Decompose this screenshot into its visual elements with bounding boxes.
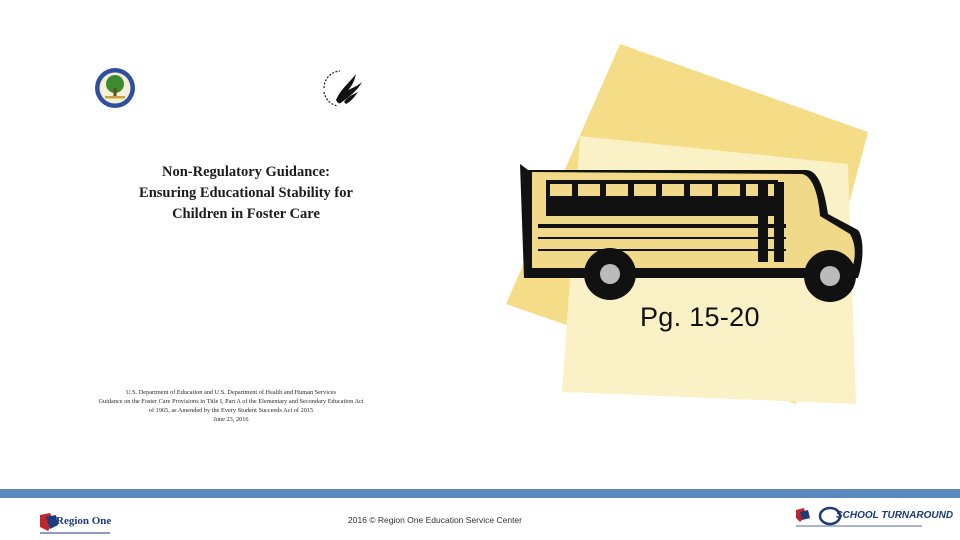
- hhs-eagle-seal-icon: [318, 66, 368, 110]
- document-footer-line: of 1965, as Amended by the Every Student Succeeds Act of 2015: [148, 407, 314, 414]
- school-turnaround-logo-text: SCHOOL TURNAROUND: [836, 510, 954, 521]
- page-reference: Pg. 15-20: [640, 302, 760, 332]
- document-footer-line: June 23, 2016: [213, 416, 249, 423]
- document-footer: [86, 388, 376, 424]
- region-one-logo-text: Region One: [56, 515, 112, 527]
- document-footer-line: Guidance on the Foster Care Provisions in Title I, Part A of the Elementary and Secondary Education Act: [98, 398, 364, 405]
- document-title: [96, 162, 396, 225]
- document-title-line: Non-Regulatory Guidance:: [162, 164, 330, 180]
- school-bus-clipart: [506, 42, 872, 404]
- department-of-education-seal-icon: [92, 66, 138, 110]
- document-title-line: Children in Foster Care: [172, 206, 320, 222]
- document-title-line: Ensuring Educational Stability for: [139, 185, 353, 201]
- footer-band: [0, 489, 960, 498]
- document-footer-line: U.S. Department of Education and U.S. Department of Health and Human Services: [125, 389, 336, 396]
- copyright-text: 2016 © Region One Education Service Center: [347, 515, 522, 525]
